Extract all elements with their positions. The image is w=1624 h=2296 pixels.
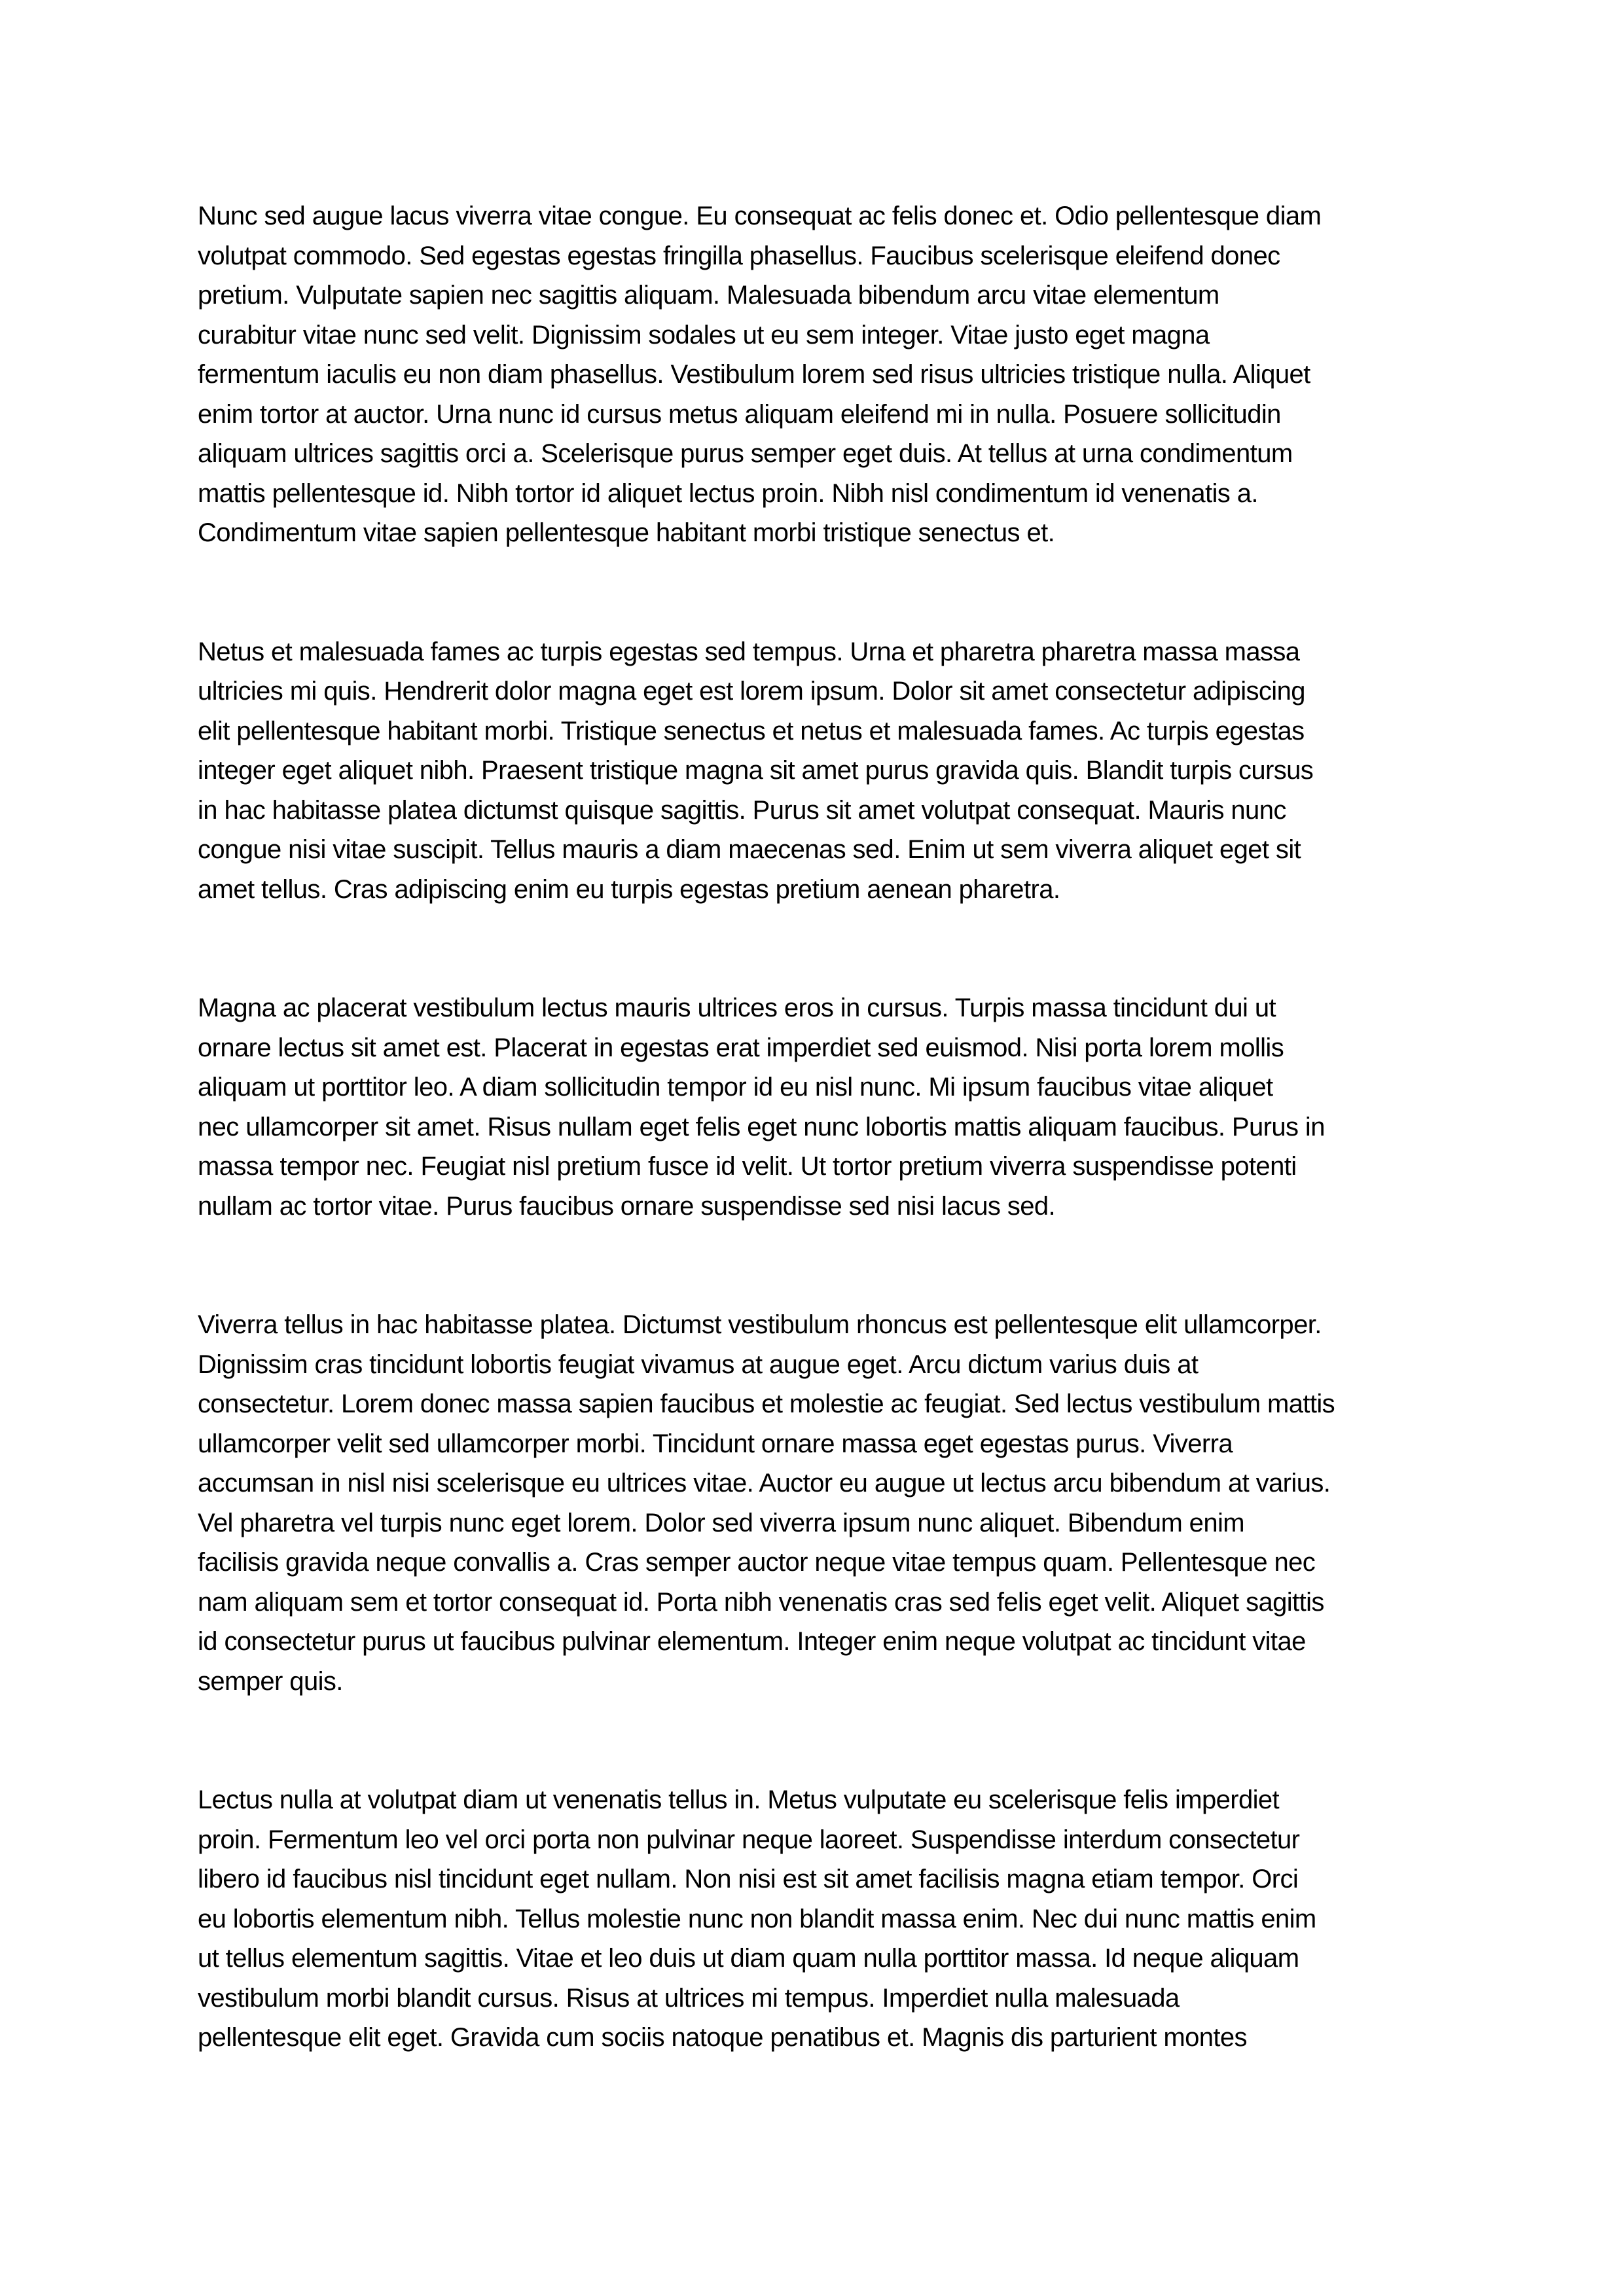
text-line: Vel pharetra vel turpis nunc eget lorem. Dolor sed viverra ipsum nunc aliquet. Bibendum enim — [198, 1508, 1244, 1537]
paragraph-5 — [198, 1780, 1441, 2058]
text-line: integer eget aliquet nibh. Praesent tristique magna sit amet purus gravida quis. Blandit turpis cursus — [198, 756, 1314, 785]
text-line: Dignissim cras tincidunt lobortis feugiat vivamus at augue eget. Arcu dictum varius duis at — [198, 1350, 1199, 1379]
text-line: curabitur vitae nunc sed velit. Dignissim sodales ut eu sem integer. Vitae justo eget magna — [198, 320, 1210, 350]
text-line: Netus et malesuada fames ac turpis egestas sed tempus. Urna et pharetra pharetra massa massa — [198, 637, 1300, 666]
text-line: nam aliquam sem et tortor consequat id. Porta nibh venenatis cras sed felis eget velit. Aliquet sagittis — [198, 1587, 1324, 1617]
text-line: nullam ac tortor vitae. Purus faucibus ornare suspendisse sed nisi lacus sed. — [198, 1191, 1056, 1221]
paragraph-2 — [198, 632, 1441, 910]
text-line: ultricies mi quis. Hendrerit dolor magna eget est lorem ipsum. Dolor sit amet consectetur adipiscing — [198, 677, 1305, 706]
text-line: aliquam ultrices sagittis orci a. Scelerisque purus semper eget duis. At tellus at urna condimentum — [198, 439, 1293, 468]
text-line: mattis pellentesque id. Nibh tortor id aliquet lectus proin. Nibh nisl condimentum id venenatis a. — [198, 478, 1258, 508]
text-line: enim tortor at auctor. Urna nunc id cursus metus aliquam eleifend mi in nulla. Posuere sollicitudin — [198, 399, 1281, 429]
text-line: proin. Fermentum leo vel orci porta non pulvinar neque laoreet. Suspendisse interdum consectetur — [198, 1825, 1300, 1854]
text-line: amet tellus. Cras adipiscing enim eu turpis egestas pretium aenean pharetra. — [198, 874, 1060, 904]
text-line: fermentum iaculis eu non diam phasellus. Vestibulum lorem sed risus ultricies tristique nulla. Aliquet — [198, 360, 1310, 389]
text-line: Condimentum vitae sapien pellentesque habitant morbi tristique senectus et. — [198, 518, 1055, 547]
text-line: Viverra tellus in hac habitasse platea. Dictumst vestibulum rhoncus est pellentesque elit ullamcorper. — [198, 1310, 1322, 1339]
text-line: vestibulum morbi blandit cursus. Risus at ultrices mi tempus. Imperdiet nulla malesuada — [198, 1983, 1180, 2013]
text-line: volutpat commodo. Sed egestas egestas fringilla phasellus. Faucibus scelerisque eleifend donec — [198, 241, 1280, 270]
text-line: libero id faucibus nisl tincidunt eget nullam. Non nisi est sit amet facilisis magna etiam tempor. Orci — [198, 1865, 1299, 1893]
text-line: Lectus nulla at volutpat diam ut venenatis tellus in. Metus vulputate eu scelerisque felis imperdiet — [198, 1785, 1280, 1814]
text-line: elit pellentesque habitant morbi. Tristique senectus et netus et malesuada fames. Ac turpis egestas — [198, 716, 1305, 745]
text-line: Magna ac placerat vestibulum lectus mauris ultrices eros in cursus. Turpis massa tincidunt dui ut — [198, 994, 1276, 1022]
text-line: id consectetur purus ut faucibus pulvinar elementum. Integer enim neque volutpat ac tincidunt vitae — [198, 1627, 1306, 1656]
text-line: aliquam ut porttitor leo. A diam sollicitudin tempor id eu nisl nunc. Mi ipsum faucibus vitae aliquet — [198, 1073, 1273, 1102]
text-line: massa tempor nec. Feugiat nisl pretium fusce id velit. Ut tortor pretium viverra suspendisse potenti — [198, 1152, 1297, 1181]
paragraph-1 — [198, 196, 1441, 553]
text-line: ut tellus elementum sagittis. Vitae et leo duis ut diam quam nulla porttitor massa. Id neque aliquam — [198, 1944, 1299, 1973]
text-line: pellentesque elit eget. Gravida cum sociis natoque penatibus et. Magnis dis parturient montes — [198, 2023, 1247, 2052]
text-line: ullamcorper velit sed ullamcorper morbi. Tincidunt ornare massa eget egestas purus. Viverra — [198, 1429, 1233, 1458]
paragraph-3 — [198, 988, 1441, 1226]
paragraph-4 — [198, 1305, 1441, 1701]
text-line: accumsan in nisl nisi scelerisque eu ultrices vitae. Auctor eu augue ut lectus arcu bibendum at varius. — [198, 1469, 1331, 1498]
text-line: semper quis. — [198, 1666, 343, 1696]
text-line: pretium. Vulputate sapien nec sagittis aliquam. Malesuada bibendum arcu vitae elementum — [198, 281, 1219, 310]
text-line: facilisis gravida neque convallis a. Cras semper auctor neque vitae tempus quam. Pellentesque nec — [198, 1548, 1316, 1577]
text-line: consectetur. Lorem donec massa sapien faucibus et molestie ac feugiat. Sed lectus vestibulum mattis — [198, 1390, 1335, 1418]
text-line: ornare lectus sit amet est. Placerat in egestas erat imperdiet sed euismod. Nisi porta lorem mollis — [198, 1033, 1284, 1062]
text-line: in hac habitasse platea dictumst quisque sagittis. Purus sit amet volutpat consequat. Mauris nunc — [198, 795, 1286, 825]
text-line: eu lobortis elementum nibh. Tellus molestie nunc non blandit massa enim. Nec dui nunc mattis enim — [198, 1904, 1316, 1933]
text-line: congue nisi vitae suscipit. Tellus mauris a diam maecenas sed. Enim ut sem viverra aliquet eget sit — [198, 835, 1301, 864]
text-line: nec ullamcorper sit amet. Risus nullam eget felis eget nunc lobortis mattis aliquam faucibus. Purus in — [198, 1112, 1325, 1141]
text-line: Nunc sed augue lacus viverra vitae congue. Eu consequat ac felis donec et. Odio pellentesque diam — [198, 202, 1322, 230]
document-body — [198, 196, 1441, 2137]
